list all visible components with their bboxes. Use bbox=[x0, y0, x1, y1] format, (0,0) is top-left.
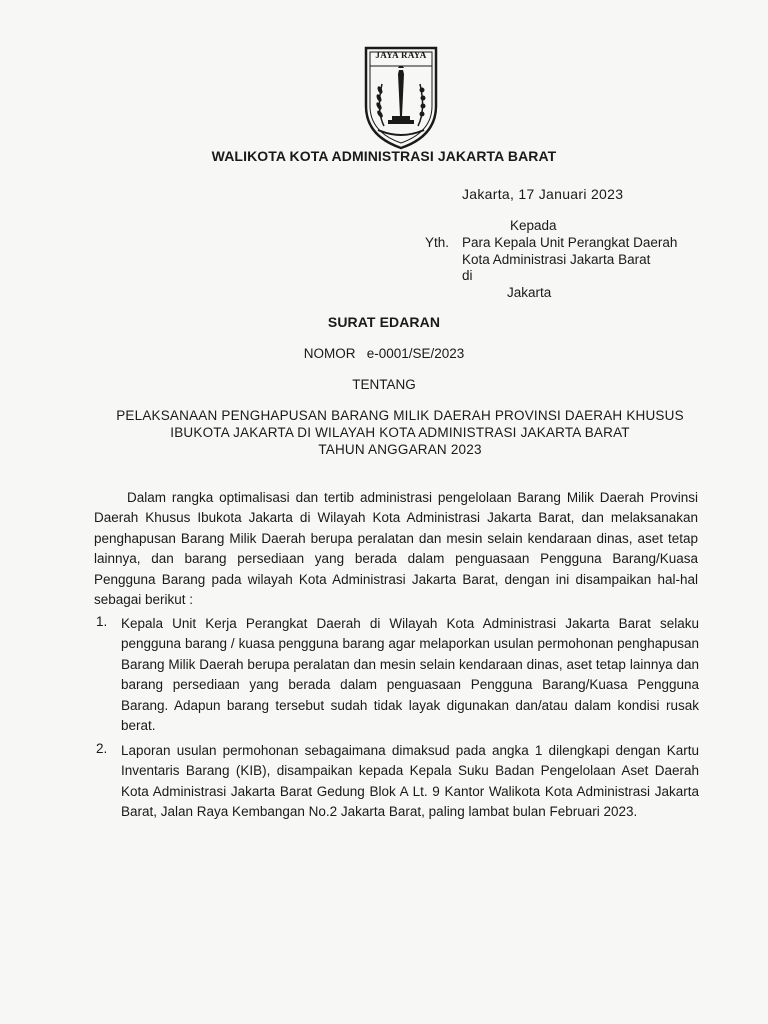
subject-line-2: IBUKOTA JAKARTA DI WILAYAH KOTA ADMINISTRASI JAKARTA BARAT bbox=[170, 425, 630, 440]
jakarta-coat-of-arms-icon bbox=[362, 44, 440, 152]
crest-motto: JAYA RAYA bbox=[375, 50, 427, 60]
document-subject bbox=[80, 407, 720, 458]
intro-text: Dalam rangka optimalisasi dan tertib administrasi pengelolaan Barang Milik Daerah Provinsi Daerah Khusus Ibukota Jakarta di Wilayah Kota Administrasi Jakarta Barat, dan melaksanakan penghapusan Barang Milik Daerah berupa peralatan dan mesin selain kendaraan dinas, aset tetap lainnya, dan barang persediaan yang berada dalam penguasaan Pengguna Barang/Kuasa Pengguna Barang pada wilayah Kota Administrasi Jakarta Barat, dengan ini disampaikan hal-hal sebagai berikut : bbox=[94, 490, 698, 608]
list-item-number: 1. bbox=[96, 614, 108, 629]
recipient-di: di bbox=[462, 268, 473, 283]
document-number: NOMOR e-0001/SE/2023 bbox=[303, 346, 465, 361]
list-item-number: 2. bbox=[96, 741, 108, 756]
recipient-city: Jakarta bbox=[507, 285, 552, 300]
letter-date: Jakarta, 17 Januari 2023 bbox=[462, 186, 624, 202]
recipient-kepada: Kepada bbox=[510, 218, 557, 233]
document-type: SURAT EDARAN bbox=[327, 314, 441, 330]
recipient-yth: Yth. bbox=[425, 235, 450, 250]
recipient-line-1: Para Kepala Unit Perangkat Daerah bbox=[462, 235, 678, 250]
tentang-label: TENTANG bbox=[352, 377, 416, 392]
subject-line-1: PELAKSANAAN PENGHAPUSAN BARANG MILIK DAERAH PROVINSI DAERAH KHUSUS bbox=[116, 408, 684, 423]
subject-line-3: TAHUN ANGGARAN 2023 bbox=[318, 442, 482, 457]
coat-of-arms bbox=[362, 44, 440, 152]
recipient-line-2: Kota Administrasi Jakarta Barat bbox=[462, 252, 651, 267]
list-item-text: Kepala Unit Kerja Perangkat Daerah di Wilayah Kota Administrasi Jakarta Barat selaku pengguna barang / kuasa pengguna barang agar melaporkan usulan permohonan penghapusan Barang Milik Daerah berupa peralatan dan mesin selain kendaraan dinas, aset tetap lainnya dan barang persediaan yang berada dalam penguasaan Pengguna Barang/Kuasa Pengguna Barang. Adapun barang tersebut sudah tidak layak digunakan dan/atau dalam kondisi rusak berat. bbox=[121, 616, 699, 734]
intro-paragraph bbox=[94, 488, 698, 610]
letterhead-title: WALIKOTA KOTA ADMINISTRASI JAKARTA BARAT bbox=[211, 148, 557, 164]
list-item-text: Laporan usulan permohonan sebagaimana dimaksud pada angka 1 dilengkapi dengan Kartu Inventaris Barang (KIB), disampaikan kepada Kepala Suku Badan Pengelolaan Aset Daerah Kota Administrasi Jakarta Barat Gedung Blok A Lt. 9 Kantor Walikota Kota Administrasi Jakarta Barat, Jalan Raya Kembangan No.2 Jakarta Barat, paling lambat bulan Februari 2023. bbox=[121, 743, 699, 820]
